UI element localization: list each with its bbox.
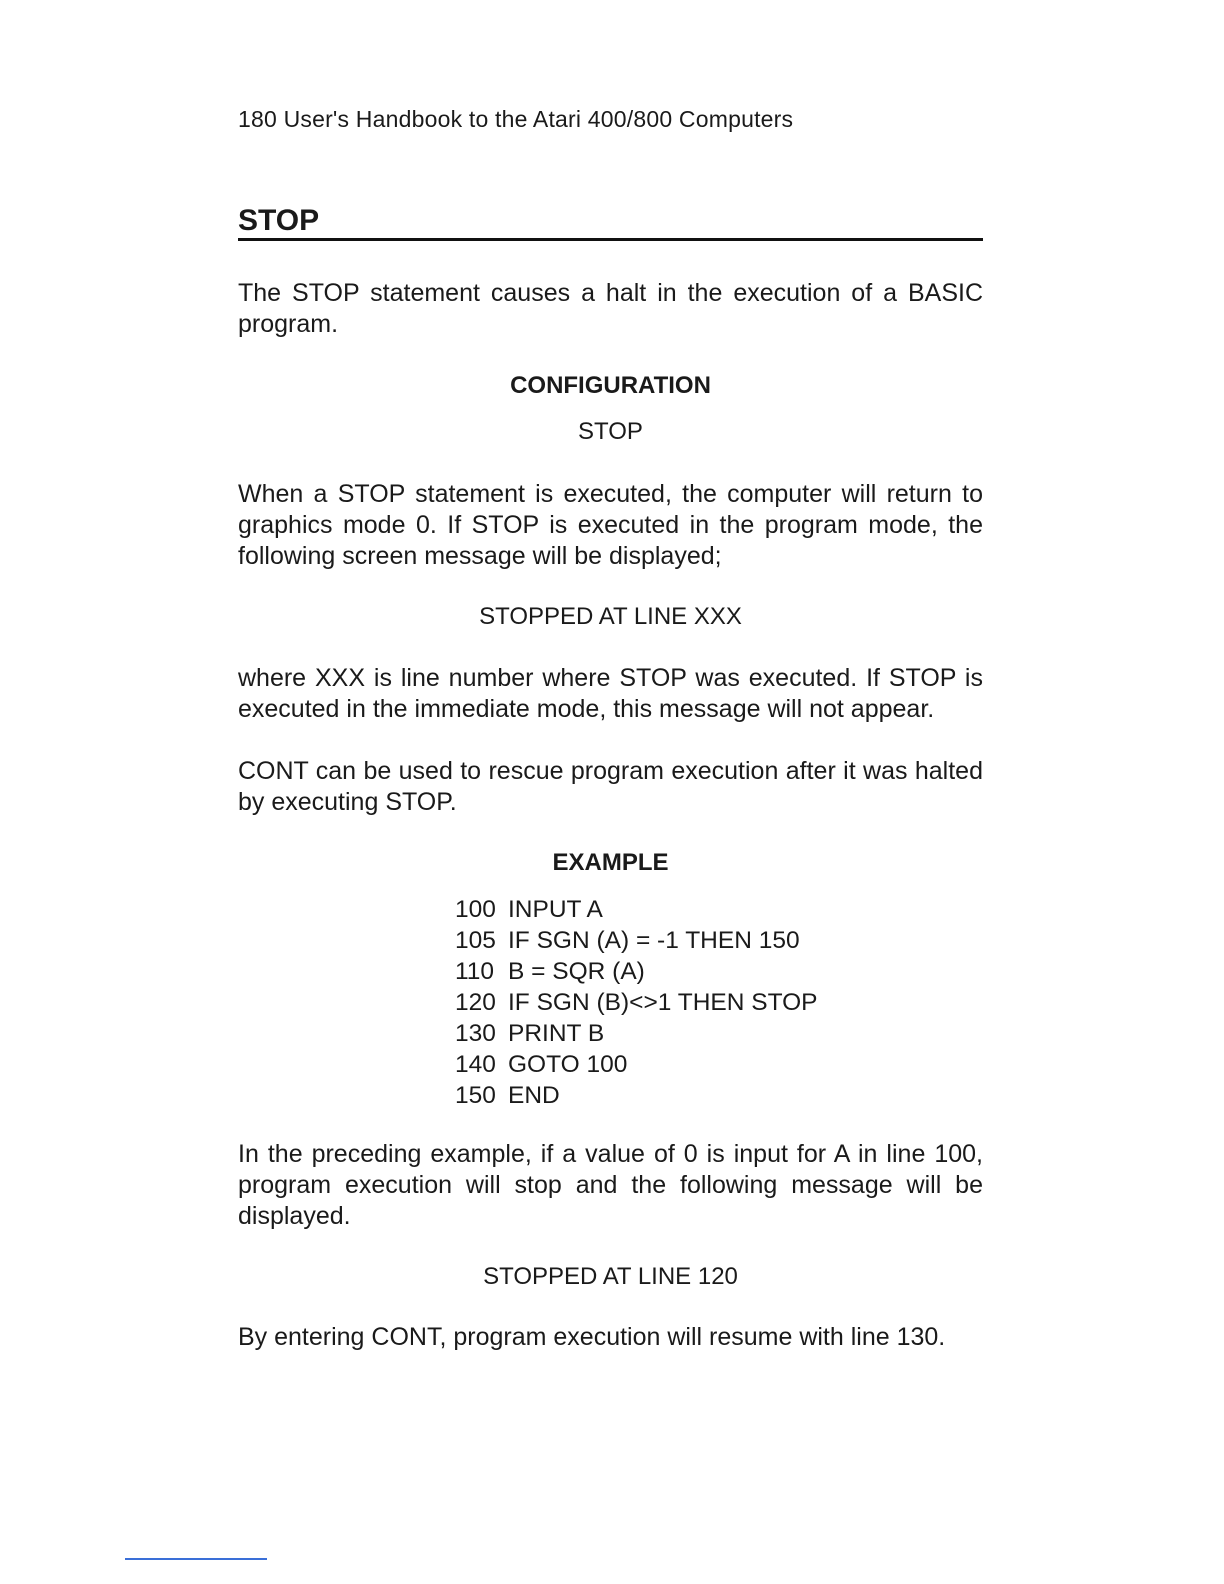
section-heading <box>238 204 983 241</box>
paragraph-line-number: where XXX is line number where STOP was executed. If STOP is executed in the immediate mode, this message will not appear. <box>238 664 983 723</box>
line-number: 110 <box>455 958 495 985</box>
code-line <box>455 925 818 956</box>
line-code: END <box>508 1082 560 1109</box>
footer-rule <box>125 1558 267 1560</box>
running-head: 180 User's Handbook to the Atari 400/800 Computers <box>238 106 794 132</box>
code-line <box>455 1018 818 1049</box>
line-code: PRINT B <box>508 1020 605 1047</box>
line-number: 130 <box>455 1020 496 1047</box>
code-line <box>455 894 818 925</box>
example-code-listing <box>455 894 818 1111</box>
stopped-message-120: STOPPED AT LINE 120 <box>483 1263 738 1290</box>
line-number: 105 <box>455 927 496 954</box>
stopped-message-generic: STOPPED AT LINE XXX <box>479 603 742 630</box>
line-code: IF SGN (B)<>1 THEN STOP <box>508 989 818 1016</box>
section-title: STOP <box>238 204 320 237</box>
configuration-syntax: STOP <box>578 418 643 445</box>
line-code: B = SQR (A) <box>508 958 645 985</box>
line-code: IF SGN (A) = -1 THEN 150 <box>508 927 800 954</box>
code-line <box>455 1049 818 1080</box>
line-code: INPUT A <box>508 896 603 923</box>
line-code: GOTO 100 <box>508 1051 628 1078</box>
code-line <box>455 956 818 987</box>
line-number: 100 <box>455 896 496 923</box>
line-number: 150 <box>455 1082 496 1109</box>
example-heading: EXAMPLE <box>552 849 669 876</box>
paragraph-screen-message: When a STOP statement is executed, the computer will return to graphics mode 0. If STOP is executed in the program mode, the following screen message will be displayed; <box>238 480 983 570</box>
line-number: 120 <box>455 989 496 1016</box>
configuration-heading: CONFIGURATION <box>510 372 711 399</box>
paragraph-example-explanation: In the preceding example, if a value of 0 is input for A in line 100, program execution will stop and the following message will be displayed. <box>238 1140 983 1230</box>
intro-paragraph: The STOP statement causes a halt in the execution of a BASIC program. <box>238 279 983 338</box>
code-line <box>455 1080 818 1111</box>
paragraph-resume: By entering CONT, program execution will resume with line 130. <box>238 1323 946 1351</box>
line-number: 140 <box>455 1051 496 1078</box>
paragraph-cont: CONT can be used to rescue program execution after it was halted by executing STOP. <box>238 757 983 816</box>
code-line <box>455 987 818 1018</box>
